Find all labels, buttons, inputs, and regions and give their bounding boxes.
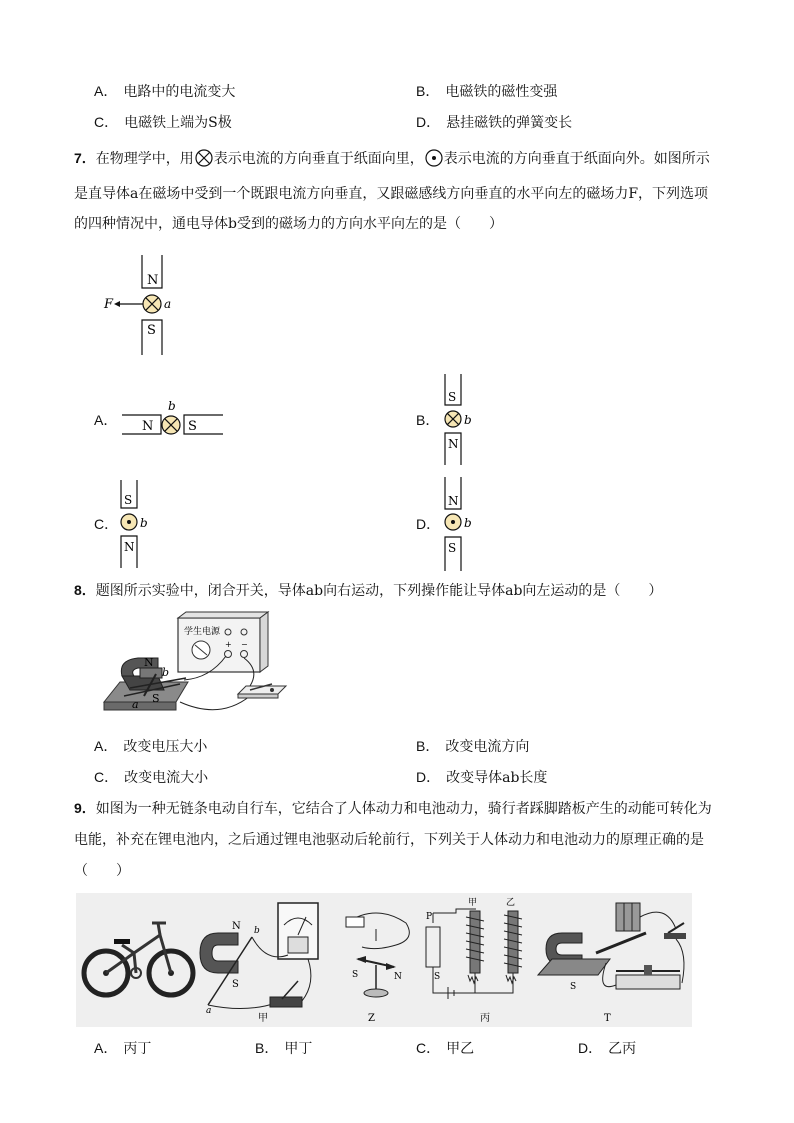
current-out-icon	[425, 149, 443, 167]
coil-yi-label: 乙	[506, 898, 516, 908]
pole-s-label: S	[352, 970, 359, 980]
option-text: 电磁铁上端为S极	[124, 115, 232, 131]
q8-text: 题图所示实验中，闭合开关，导体ab向右运动，下列操作能让导体ab向左运动的是（ ）	[95, 583, 663, 599]
pole-s-label: S	[570, 982, 577, 992]
option-label: C．	[94, 114, 119, 130]
option-text: 改变导体ab长度	[446, 770, 548, 786]
conductor-label: b	[140, 516, 148, 530]
option-label: D．	[416, 769, 441, 785]
option-text: 乙丙	[608, 1041, 637, 1057]
conductor-a-label: a	[132, 698, 139, 711]
q7-text-c: 表示电流的方向垂直于纸面向外。如图所示	[443, 151, 710, 167]
option-text: 电路中的电流变大	[123, 84, 236, 100]
pole-s-label: S	[152, 692, 160, 705]
option-text: 电磁铁的磁性变强	[445, 84, 558, 100]
q9-stem-line2: 电能，补充在锂电池内，之后通过锂电池驱动后轮前行，下列关于人体动力和电池动力的原理正确的是	[74, 832, 704, 848]
q9-figure-strip	[76, 893, 692, 1027]
q9-option-d[interactable]	[578, 1038, 636, 1059]
conductor-a-label: a	[206, 1006, 212, 1016]
q7-stem-line1	[74, 148, 710, 169]
caption-ding: T	[604, 1013, 611, 1024]
pole-label: N	[142, 419, 154, 434]
battery	[616, 903, 640, 931]
pole-label: S	[124, 493, 133, 507]
option-label: A．	[94, 1040, 118, 1056]
option-text: 悬挂磁铁的弹簧变长	[446, 115, 573, 131]
q6-option-d[interactable]	[416, 112, 572, 133]
q6-option-b[interactable]	[416, 81, 557, 102]
pole-label: N	[448, 494, 459, 508]
q7-stem-line3: 的四种情况中，通电导体b受到的磁场力的方向水平向左的是（ ）	[74, 216, 503, 232]
option-text: 改变电流方向	[445, 739, 530, 755]
caption-bing: 丙	[480, 1013, 490, 1024]
option-label: C．	[94, 769, 119, 785]
option-label: B．	[416, 83, 440, 99]
option-text: 甲丁	[284, 1041, 313, 1057]
pole-label: S	[188, 419, 197, 434]
conductor-b-label: b	[254, 926, 260, 936]
conductor-label: b	[464, 516, 472, 530]
power-supply-label: 学生电源	[184, 627, 221, 637]
q7-option-d-figure	[436, 475, 486, 575]
pole-n-label: N	[147, 273, 159, 288]
q7-stem-line2: 是直导体a在磁场中受到一个既跟电流方向垂直，又跟磁感线方向垂直的水平向左的磁场力F，下列选项	[74, 186, 709, 202]
q7-text-a: 在物理学中，用	[95, 151, 194, 167]
q6-option-c[interactable]	[94, 112, 232, 133]
force-label: F	[104, 297, 114, 312]
option-text: 丙丁	[123, 1041, 152, 1057]
slider-p-label: P	[426, 912, 433, 922]
caption-jia: 甲	[258, 1013, 268, 1024]
option-label: C．	[94, 516, 119, 532]
q8-option-c[interactable]	[94, 767, 208, 788]
current-into-icon	[195, 149, 213, 167]
option-label: D．	[416, 516, 441, 532]
caption-yi: Z	[368, 1013, 375, 1024]
q9-stem-line3: （ ）	[74, 863, 130, 879]
pole-s-label: S	[147, 323, 156, 338]
conductor-label: a	[164, 297, 172, 311]
option-label: B．	[416, 412, 440, 428]
q8-figure	[100, 610, 300, 722]
q9-stem-line1	[74, 798, 712, 819]
option-label: A．	[94, 83, 118, 99]
pole-label: S	[448, 541, 457, 555]
q7-option-a-figure	[118, 398, 228, 442]
question-number: 7．	[74, 150, 96, 166]
pole-label: N	[124, 540, 135, 554]
conductor-label: b	[464, 413, 472, 427]
pole-n-label: N	[232, 921, 241, 932]
q7-option-b-figure	[436, 372, 486, 468]
option-label: D．	[578, 1040, 603, 1056]
option-label: C．	[416, 1040, 441, 1056]
pole-s-label: S	[232, 979, 239, 990]
pole-label: S	[448, 390, 457, 404]
option-text: 改变电压大小	[123, 739, 208, 755]
svg-text:+: +	[225, 640, 232, 649]
q9-option-c[interactable]	[416, 1038, 474, 1059]
option-label: D．	[416, 114, 441, 130]
question-number: 8．	[74, 582, 96, 598]
option-text: 改变电流大小	[124, 770, 209, 786]
q8-stem	[74, 580, 662, 601]
option-label: B．	[416, 738, 440, 754]
q7-text-b: 表示电流的方向垂直于纸面向里，	[213, 151, 424, 167]
pole-label: N	[448, 437, 459, 451]
switch-s-label: S	[434, 972, 441, 982]
option-label: B．	[255, 1040, 279, 1056]
rheostat	[616, 975, 680, 989]
option-label: A．	[94, 412, 118, 428]
q9-text-1: 如图为一种无链条电动自行车，它结合了人体动力和电池动力，骑行者踩脚踏板产生的动能可转化为	[95, 801, 712, 817]
pole-n-label: N	[144, 656, 154, 669]
pole-n-label: N	[394, 972, 402, 982]
svg-text:−: −	[241, 640, 248, 649]
q9-option-a[interactable]	[94, 1038, 151, 1059]
q6-option-a[interactable]	[94, 81, 235, 102]
q7-main-figure	[100, 250, 190, 360]
question-number: 9．	[74, 800, 96, 816]
q9-option-b[interactable]	[255, 1038, 312, 1059]
option-text: 甲乙	[446, 1041, 475, 1057]
q8-option-a[interactable]	[94, 736, 207, 757]
option-label: A．	[94, 738, 118, 754]
conductor-b-label: b	[162, 666, 170, 679]
q8-option-b[interactable]	[416, 736, 529, 757]
q8-option-d[interactable]	[416, 767, 547, 788]
q7-option-c-figure	[112, 478, 162, 570]
conductor-label: b	[168, 399, 176, 413]
coil-jia-label: 甲	[468, 898, 478, 908]
